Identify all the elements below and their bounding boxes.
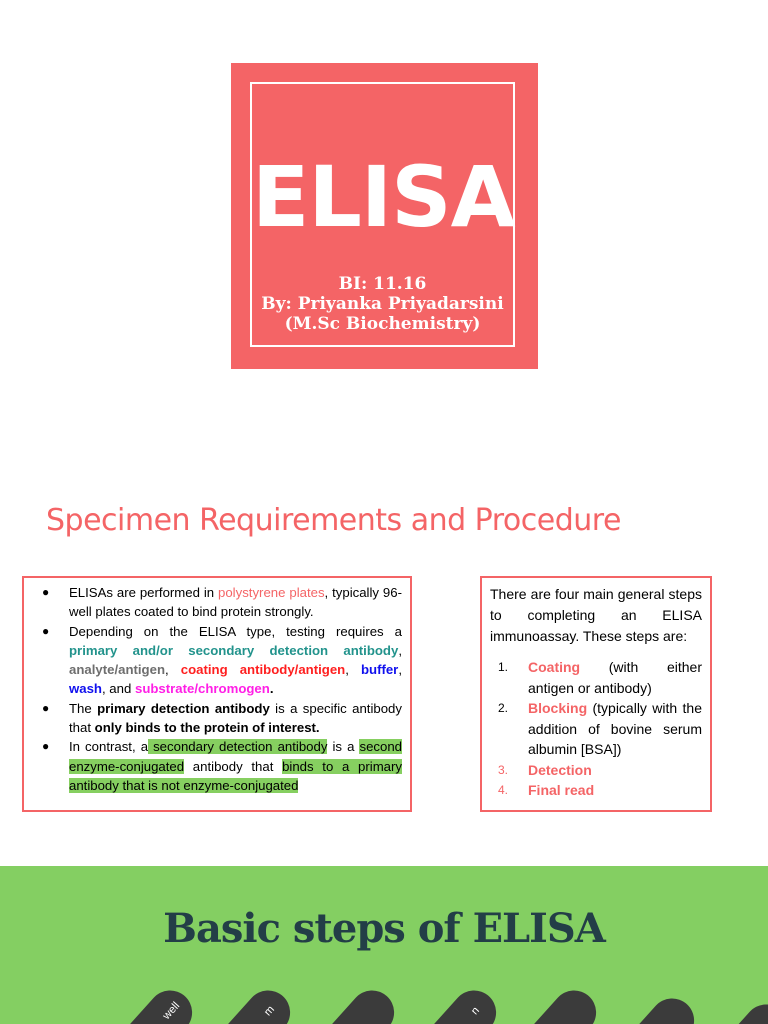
text: antibody that (184, 758, 283, 774)
subtitle-line-3: (M.Sc Biochemistry) (284, 314, 481, 334)
steps-list (482, 657, 710, 801)
text: , (398, 642, 402, 658)
basic-steps-band (0, 866, 768, 1024)
steps-intro: There are four main general steps to completing an ELISA immunoassay. These steps are: (490, 586, 702, 644)
step-number: 4. (498, 783, 509, 797)
main-title: ELISA (252, 148, 515, 246)
substrate-term: substrate/chromogen (134, 681, 270, 697)
step-pill (193, 981, 299, 1024)
requirements-box (22, 576, 412, 812)
text: In contrast, a (69, 739, 149, 755)
step-pill (399, 981, 505, 1024)
pill-label (565, 990, 594, 1023)
binds-protein-text: only binds to the protein of interest. (94, 720, 320, 736)
pill-label (757, 1004, 768, 1024)
step-number: 3. (498, 762, 509, 777)
polystyrene-text: polystyrene plates (218, 585, 325, 600)
text: , (165, 662, 181, 678)
bullet-icon: ● (42, 623, 50, 638)
step-pill (95, 981, 201, 1024)
wash-term: wash (69, 681, 102, 697)
step-name: Coating (528, 659, 581, 675)
title-card (231, 63, 538, 369)
pill-label (363, 990, 392, 1023)
buffer-term: buffer (360, 662, 399, 678)
subtitle-line-2: By: Priyanka Priyadarsini (261, 294, 504, 314)
step-name: Blocking (528, 700, 588, 716)
list-item (498, 698, 702, 760)
text: , (398, 662, 402, 678)
text: , (345, 662, 361, 678)
pill-label: well (160, 999, 183, 1023)
list-item (498, 760, 702, 781)
step-name: Final read (528, 782, 595, 798)
primary-antibody-term: primary detection antibody (97, 700, 270, 716)
step-pill (499, 981, 605, 1024)
section-heading: Specimen Requirements and Procedure (46, 503, 621, 538)
step-name: Detection (528, 761, 592, 778)
subtitle-line-1: BI: 11.16 (338, 274, 427, 294)
highlight-secondary-antibody: secondary detection antibody (148, 739, 328, 755)
pill-label: n (468, 1004, 482, 1018)
text: is a specific antibody that (69, 700, 402, 736)
text: , typically 96-well plates coated to bind protein strongly. (69, 585, 402, 620)
bullet-icon: ● (42, 700, 50, 715)
highlight-binds-primary: binds to a primary antibody that is not enzyme-conjugated (69, 758, 402, 793)
list-item (42, 737, 403, 795)
list-item (42, 583, 402, 622)
pill-label: m (261, 1003, 277, 1019)
requirements-list (24, 578, 410, 795)
bullet-icon: ● (42, 585, 50, 599)
detection-antibody-term: primary and/or secondary detection antibody (69, 642, 399, 658)
text: , and (101, 681, 135, 697)
text: ELISAs are performed in (69, 585, 219, 600)
list-item (42, 622, 402, 699)
title-card-frame (250, 82, 515, 347)
coating-term: coating antibody/antigen (180, 662, 346, 678)
bullet-icon: ● (42, 739, 50, 754)
step-pill (297, 981, 403, 1024)
text: Depending on the ELISA type, testing requires a (69, 623, 402, 639)
list-item (498, 780, 702, 801)
highlight-enzyme-conjugated: second enzyme-conjugated (69, 739, 403, 774)
pill-label (663, 998, 692, 1024)
band-title: Basic steps of ELISA (163, 905, 605, 952)
text: . (269, 681, 274, 697)
step-detail: (typically with the addition of bovine serum albumin [BSA]) (528, 700, 702, 757)
list-item (42, 699, 402, 738)
step-pill (597, 989, 703, 1024)
text: The (69, 700, 98, 716)
text: is a (327, 739, 360, 755)
steps-box (480, 576, 712, 812)
step-detail: (with either antigen or antibody) (528, 659, 702, 696)
step-pill (691, 995, 768, 1024)
step-number: 2. (498, 701, 509, 715)
step-number: 1. (498, 660, 509, 674)
analyte-term: analyte/antigen (69, 662, 166, 678)
title-subtitle (252, 274, 513, 334)
list-item (498, 657, 702, 698)
